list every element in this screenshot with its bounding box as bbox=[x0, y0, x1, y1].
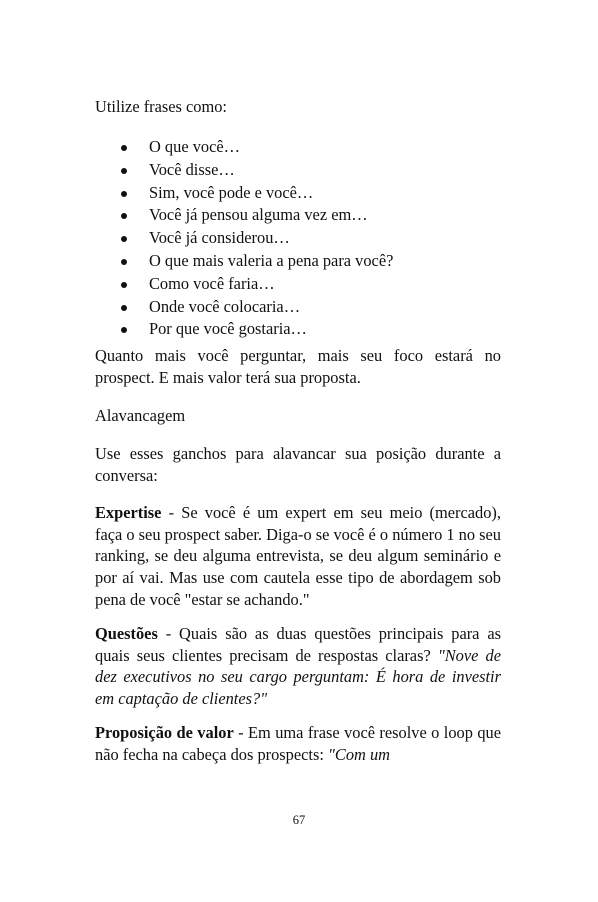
bullet-list bbox=[0, 136, 598, 341]
list-item bbox=[0, 204, 598, 227]
list-item-text: Você disse… bbox=[149, 159, 235, 179]
paragraph-hooks: Use esses ganchos para alavancar sua posição durante a conversa: bbox=[95, 444, 501, 485]
list-item bbox=[0, 182, 598, 205]
list-item-text: O que mais valeria a pena para você? bbox=[149, 250, 394, 270]
questoes-description: - Quais são as duas questões principais para as quais seus clientes precisam de respostas claras? bbox=[95, 624, 501, 665]
list-item bbox=[0, 250, 598, 273]
expertise-description: - Se você é um expert em seu meio (mercado), faça o seu prospect saber. Diga-o se você é o número 1 no seu ranking, se deu alguma entrevista, se deu algum seminário e por aí vai. Mas use com cautela esse tipo de abordagem sob pena de você "estar se achando." bbox=[95, 503, 501, 609]
intro-text: Utilize frases como: bbox=[95, 97, 227, 116]
bullet-icon bbox=[121, 145, 127, 151]
list-item-text: Você já considerou… bbox=[149, 228, 290, 248]
list-item-text: Por que você gostaria… bbox=[149, 319, 307, 339]
questoes-quote: "Nove de dez executivos no seu cargo perguntam: É hora de investir em captação de clientes?" bbox=[95, 645, 501, 709]
list-item bbox=[0, 136, 598, 159]
term-proposicao: Proposição de valor bbox=[95, 723, 234, 742]
bullet-icon bbox=[121, 168, 127, 174]
bullet-icon bbox=[121, 327, 127, 333]
list-item-text: O que você… bbox=[149, 137, 241, 156]
proposicao-description: - Em uma frase você resolve o loop que não fecha na cabeça dos prospects: bbox=[95, 723, 501, 764]
term-questoes: Questões bbox=[95, 624, 158, 643]
list-item-text: Sim, você pode e você… bbox=[149, 182, 314, 202]
bullet-icon bbox=[121, 213, 127, 219]
bullet-icon bbox=[121, 236, 127, 242]
list-item bbox=[0, 296, 598, 319]
page-number: 67 bbox=[292, 813, 306, 827]
term-expertise: Expertise bbox=[95, 503, 162, 522]
section-heading: Alavancagem bbox=[95, 406, 186, 425]
proposicao-quote: "Com um bbox=[328, 744, 390, 764]
list-item bbox=[0, 227, 598, 250]
paragraph-proposicao bbox=[95, 722, 501, 765]
bullet-icon bbox=[121, 259, 127, 265]
bullet-icon bbox=[121, 282, 127, 288]
paragraph-focus: Quanto mais você perguntar, mais seu foco estará no prospect. E mais valor terá sua proposta. bbox=[95, 346, 501, 387]
list-item bbox=[0, 159, 598, 182]
list-item-text: Você já pensou alguma vez em… bbox=[149, 205, 368, 225]
paragraph-questoes bbox=[95, 623, 501, 710]
list-item bbox=[0, 318, 598, 341]
list-item-text: Como você faria… bbox=[149, 273, 275, 293]
list-item bbox=[0, 273, 598, 296]
list-item-text: Onde você colocaria… bbox=[149, 296, 301, 316]
bullet-icon bbox=[121, 191, 127, 197]
paragraph-expertise bbox=[95, 502, 501, 611]
bullet-icon bbox=[121, 305, 127, 311]
